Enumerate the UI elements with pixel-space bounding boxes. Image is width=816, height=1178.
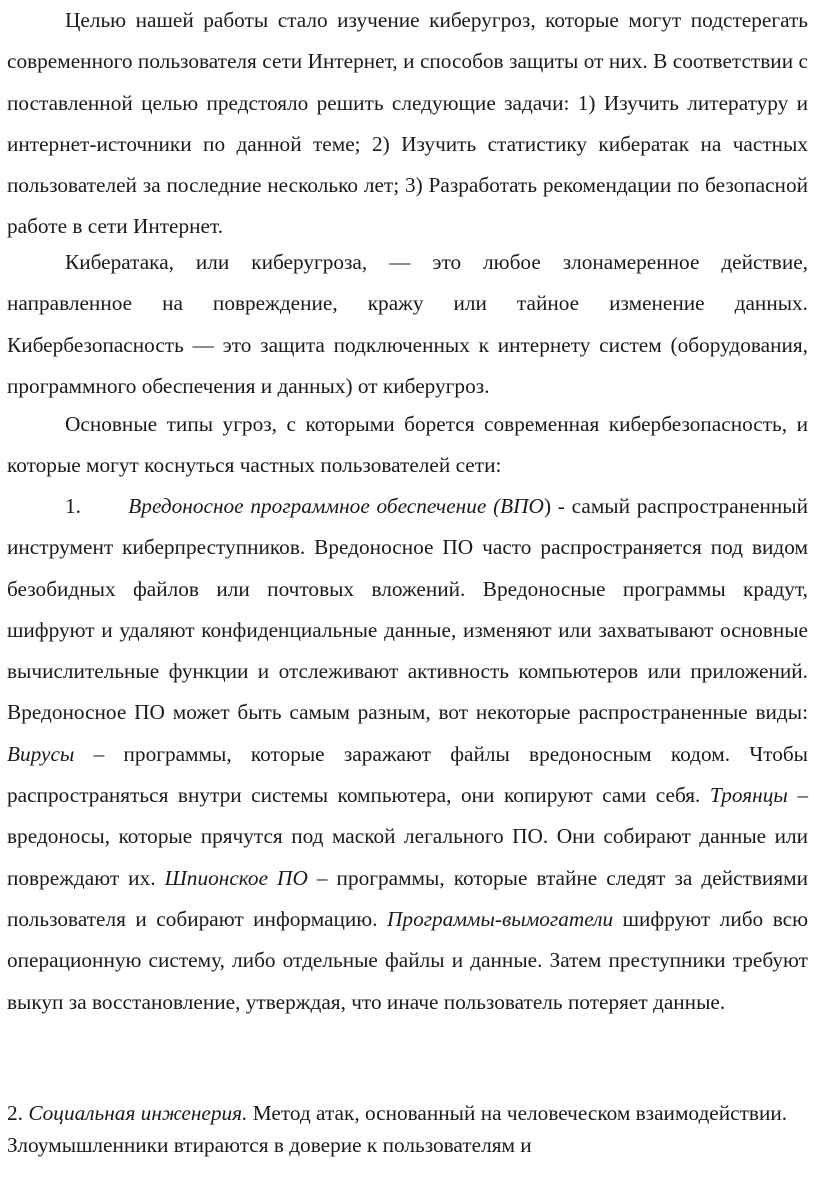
paragraph-social-engineering — [0, 1097, 816, 1161]
term-social-engineering: Социальная инженерия. — [28, 1101, 248, 1125]
term-malware: Вредоносное программное обеспечение (ВПО — [128, 494, 544, 518]
term-close: ) — [543, 494, 552, 518]
paragraph-intro: Целью нашей работы стало изучение киберугроз, которые могут подстерегать современного пользователя сети Интернет, и способов защиты от них. В соответствии с поставленной целью предстояло решить следующие задачи: 1) Изучить литературу и интернет-источники по данной теме; 2) Изучить статистику кибератак на частных пользователей за последние несколько лет; 3) Разработать рекомендации по безопасной работе в сети Интернет. — [7, 8, 808, 239]
paragraph-definition: Кибератака, или киберугроза, — это любое злонамеренное действие, направленное на повреждение, кражу или тайное изменение данных. Кибербезопасность — это защита подключенных к интернету систем (оборудования, программного обеспечения и данных) от киберугроз. — [7, 250, 808, 398]
spyware-description: – программы, которые втайне следят за действиями пользователя и собирают информацию. — [7, 865, 808, 931]
term-viruses: Вирусы — [7, 741, 75, 766]
term-trojans: Троянцы — [709, 783, 788, 808]
trojans-description: – вредоносы, которые прячутся под маской легального ПО. Они собирают данные или повреждают их. — [7, 783, 808, 890]
malware-description: - самый распространенный инструмент киберпреступников. Вредоносное ПО часто распространяется под видом безобидных файлов или почтовых вложений. Вредоносные программы крадут, шифруют и удаляют конфиденциальные данные, изменяют или захватывают основные вычислительные функции и отслеживают активность компьютеров или приложений. Вредоносное ПО может быть самым разным, вот некоторые распространенные виды: — [7, 494, 808, 725]
term-ransomware: Программы-вымогатели — [387, 906, 614, 931]
paragraph-threats-intro: Основные типы угроз, с которыми борется современная кибербезопасность, и которые могут коснуться частных пользователей сети: — [7, 412, 808, 478]
viruses-description: – программы, которые заражают файлы вредоносным кодом. Чтобы распространяться внутри системы компьютера, они копируют сами себя. — [7, 741, 808, 808]
paragraph-malware — [0, 486, 816, 1023]
ransomware-description: шифруют либо всю операционную систему, либо отдельные файлы и данные. Затем преступники требуют выкуп за восстановление, утверждая, что иначе пользователь потеряет данные. — [7, 906, 808, 1014]
term-spyware: Шпионское ПО — [164, 865, 308, 890]
list-number: 2. — [7, 1101, 23, 1125]
social-engineering-description: Метод атак, основанный на человеческом взаимодействии. Злоумышленники втираются в доверие к пользователям и — [7, 1101, 788, 1157]
list-number: 1. — [65, 494, 81, 518]
